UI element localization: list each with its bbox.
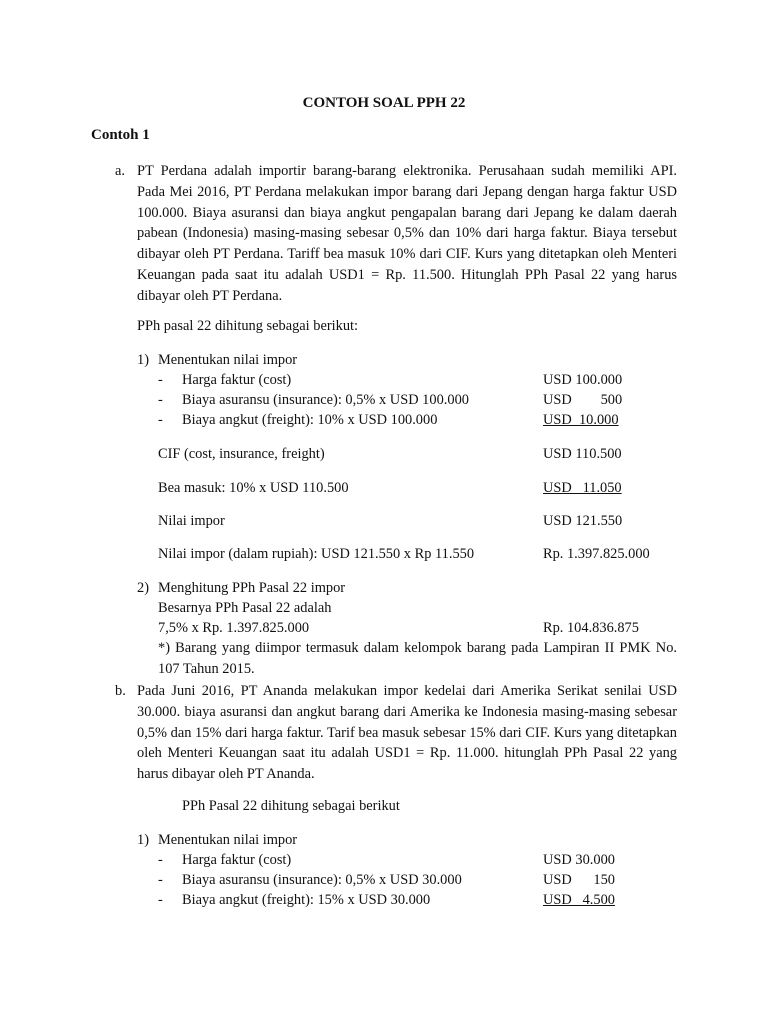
part-a-step1-label: Menentukan nilai impor bbox=[158, 352, 298, 368]
cif-label: CIF (cost, insurance, freight) bbox=[158, 446, 325, 462]
section-heading: Contoh 1 bbox=[91, 127, 150, 143]
list-item-dash: - bbox=[158, 392, 163, 408]
list-item-dash: - bbox=[158, 852, 163, 868]
list-item-value-underlined: USD 10.000 bbox=[543, 412, 619, 428]
list-item-label: Harga faktur (cost) bbox=[182, 852, 292, 868]
list-item-value: USD 500 bbox=[543, 392, 623, 408]
page-title: CONTOH SOAL PPH 22 bbox=[302, 95, 466, 111]
list-item-label: Biaya asuransu (insurance): 0,5% x USD 100.000 bbox=[182, 392, 469, 408]
nilai-rupiah-label: Nilai impor (dalam rupiah): USD 121.550 x Rp 11.550 bbox=[158, 546, 475, 562]
part-a-paragraph: PT Perdana adalah importir barang-barang elektronika. Perusahaan sudah memiliki API. Pada Mei 2016, PT Perdana melakukan impor barang dari Jepang dengan harga faktur USD 100.000. Biaya asuransi dan biaya angkut pengapalan barang dari Jepang ke dalam daerah pabean (Indonesia) masing-masing sebesar 0,5% dan 10% dari harga faktur. Biaya tersebut dibayar oleh PT Perdana. Tariff bea masuk 10% dari CIF. Kurs yang ditetapkan oleh Menteri Keuangan pada saat itu adalah USD1 = Rp. 11.500. Hitunglah PPh Pasal 22 yang harus dibayar oleh PT Perdana. bbox=[137, 163, 677, 304]
part-a-step2-line2: Besarnya PPh Pasal 22 adalah bbox=[158, 600, 332, 616]
list-item-value: USD 150 bbox=[543, 872, 615, 888]
list-item-dash: - bbox=[158, 412, 163, 428]
nilai-rupiah-value: Rp. 1.397.825.000 bbox=[543, 546, 650, 562]
list-item-label: Biaya angkut (freight): 10% x USD 100.000 bbox=[182, 412, 438, 428]
list-item-dash: - bbox=[158, 872, 163, 888]
part-b-marker: b. bbox=[115, 683, 126, 699]
pph-calc-value: Rp. 104.836.875 bbox=[543, 620, 639, 636]
footnote: *) Barang yang diimpor termasuk dalam kelompok barang pada Lampiran II PMK No. 107 Tahun 2015. bbox=[158, 640, 677, 677]
nilai-impor-value: USD 121.550 bbox=[543, 513, 623, 529]
part-a-intro: PPh pasal 22 dihitung sebagai berikut: bbox=[137, 318, 359, 334]
part-b-paragraph: Pada Juni 2016, PT Ananda melakukan impor kedelai dari Amerika Serikat senilai USD 30.000. biaya asuransi dan angkut barang dari Amerika ke Indonesia masing-masing sebesar 0,5% dan 15% dari harga faktur. Tarif bea masuk sebesar 15% dari CIF. Kurs yang ditetapkan oleh Menteri Keuangan saat itu adalah USD1 = Rp. 11.000. hitunglah PPh Pasal 22 yang harus dibayar oleh PT Ananda. bbox=[137, 683, 677, 783]
list-item-value: USD 100.000 bbox=[543, 372, 623, 388]
list-item-label: Harga faktur (cost) bbox=[182, 372, 292, 388]
part-a-step2-label: Menghitung PPh Pasal 22 impor bbox=[158, 580, 346, 596]
part-b-step1-label: Menentukan nilai impor bbox=[158, 832, 298, 848]
list-item-dash: - bbox=[158, 892, 163, 908]
cif-value: USD 110.500 bbox=[543, 446, 622, 462]
list-item-value-underlined: USD 4.500 bbox=[543, 892, 615, 908]
nilai-impor-label: Nilai impor bbox=[158, 513, 225, 529]
part-a-step2-number: 2) bbox=[137, 580, 149, 596]
pph-calc-label: 7,5% x Rp. 1.397.825.000 bbox=[158, 620, 310, 636]
part-a-step1-number: 1) bbox=[137, 352, 149, 368]
part-b-intro: PPh Pasal 22 dihitung sebagai berikut bbox=[182, 798, 400, 814]
part-b-step1-number: 1) bbox=[137, 832, 149, 848]
bea-masuk-value: USD 11.050 bbox=[543, 480, 622, 496]
list-item-dash: - bbox=[158, 372, 163, 388]
list-item-value: USD 30.000 bbox=[543, 852, 615, 868]
list-item-label: Biaya angkut (freight): 15% x USD 30.000 bbox=[182, 892, 431, 908]
bea-masuk-label: Bea masuk: 10% x USD 110.500 bbox=[158, 480, 349, 496]
list-item-label: Biaya asuransu (insurance): 0,5% x USD 30.000 bbox=[182, 872, 462, 888]
part-a-marker: a. bbox=[115, 163, 125, 179]
